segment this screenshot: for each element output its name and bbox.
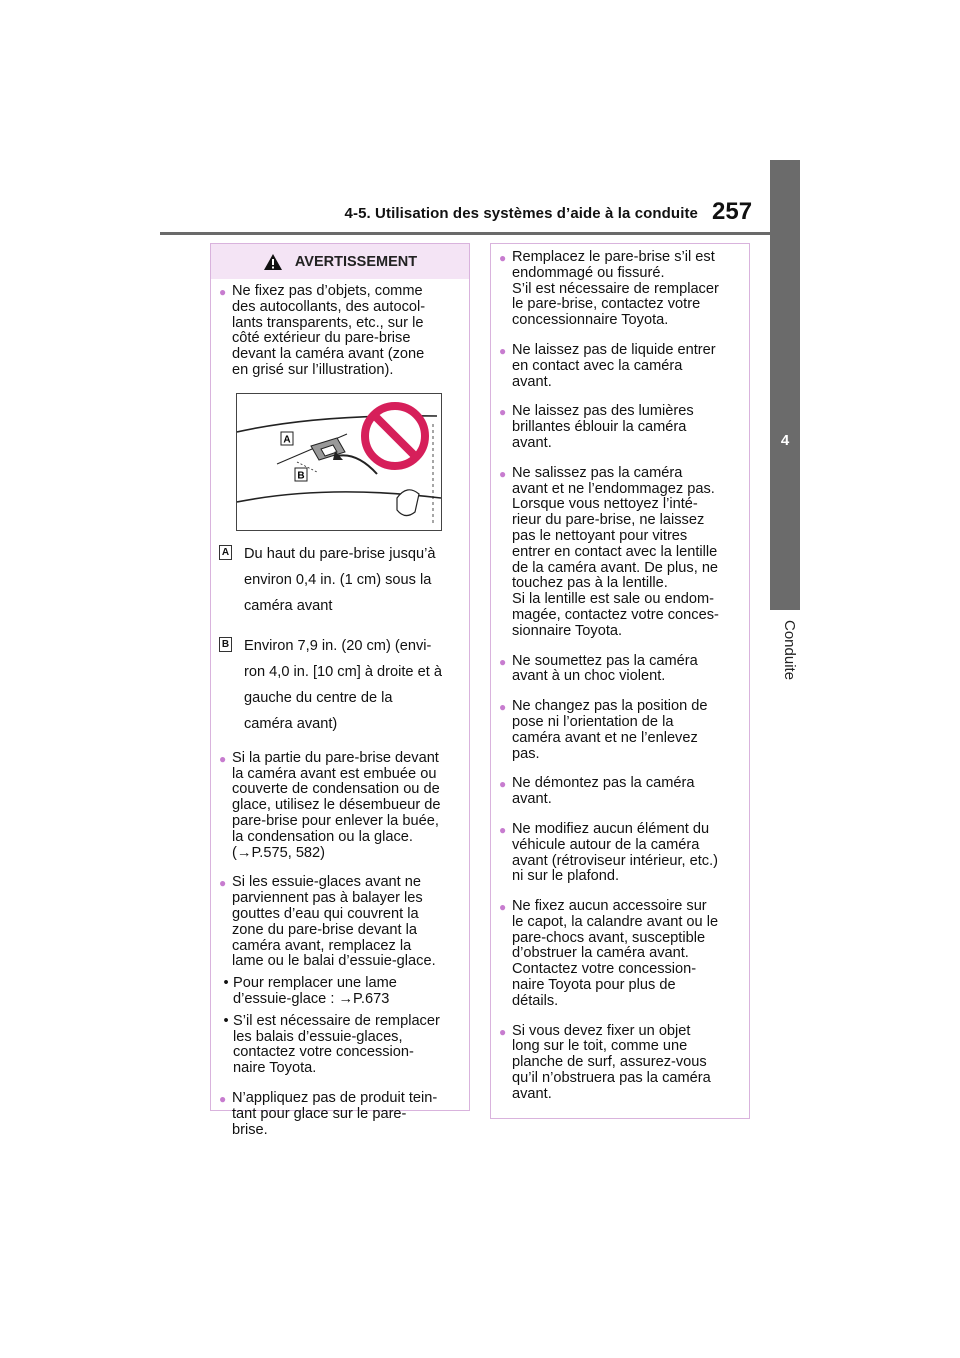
item-text: Ne démontez pas la caméra avant. <box>512 775 695 808</box>
list-item <box>499 250 742 329</box>
list-item <box>499 404 742 451</box>
sub-item-text: Pour remplacer une lame d’essuie-glace : →P.673 <box>233 975 397 1007</box>
chapter-number: 4 <box>780 432 790 449</box>
windshield-camera-illustration <box>236 393 442 531</box>
warning-continuation-box <box>490 243 750 1119</box>
legend-key: A <box>219 545 232 560</box>
callout-a: A <box>283 434 291 446</box>
bullet-icon: ● <box>499 777 507 792</box>
list-item <box>219 1091 462 1138</box>
warning-header <box>211 244 469 279</box>
item-text: Ne modifiez aucun élément du véhicule autour de la caméra avant (rétroviseur intérieur, etc.) ni sur le plafond. <box>512 820 719 885</box>
legend-item-b <box>219 633 462 737</box>
header-divider <box>160 232 800 235</box>
page-number: 257 <box>712 198 753 225</box>
bullet-icon: ● <box>219 876 227 891</box>
item-text: Ne fixez aucun accessoire sur le capot, la calandre avant ou le pare-chocs avant, susceptible d’obstruer la caméra avant. Contactez votre concession- naire Toyota pour plus de détails. <box>512 898 719 1009</box>
bullet-icon: ● <box>219 285 227 299</box>
list-item <box>499 654 742 686</box>
bullet-icon: ● <box>499 822 507 837</box>
item-text: Ne salissez pas la caméra avant et ne l’endommagez pas. Lorsque vous nettoyez l’inté- rieur du pare-brise, ne laissez pas le nettoyant pour vitres entrer en contact avec la lentille de la caméra avant. De plus, ne touchez pas à la lentille. Si la lentille est sale ou endom- magée, contactez votre conces- sionnaire Toyota. <box>512 464 719 639</box>
sub-list-item <box>219 1014 462 1077</box>
bullet-icon: ● <box>499 466 507 481</box>
list-item <box>499 899 742 1010</box>
list-item <box>499 699 742 762</box>
warning-box <box>210 243 470 1138</box>
callout-b: B <box>297 470 305 482</box>
warning-triangle-icon <box>263 253 283 271</box>
item-text: Si les essuie-glaces avant ne parviennent pas à balayer les gouttes d’eau qui couvrent la zone du pare-brise devant la caméra avant, remplacez la lame ou le balai d’essuie-glace. <box>232 874 436 970</box>
legend-item-a <box>219 541 462 619</box>
item-text: Ne laissez pas de liquide entrer en contact avec la caméra avant. <box>512 341 716 390</box>
list-item <box>219 284 462 379</box>
bullet-icon: ● <box>499 405 507 420</box>
section-title: 4-5. Utilisation des systèmes d’aide à la conduite <box>344 205 698 222</box>
legend-text: Environ 7,9 in. (20 cm) (envi- ron 4,0 in. [10 cm] à droite et à gauche du centre de la caméra avant) <box>244 637 442 732</box>
sub-list-item <box>219 976 462 1008</box>
dot-icon: • <box>223 1012 229 1029</box>
item-text: Ne changez pas la position de pose ni l’orientation de la caméra avant et ne l’enlevez pas. <box>512 698 708 762</box>
bullet-icon: ● <box>499 654 507 669</box>
warning-title: AVERTISSEMENT <box>294 253 418 270</box>
item-text: Si la partie du pare-brise devant la caméra avant est embuée ou couverte de condensation ou de glace, utilisez le désembueur de pare-brise pour enlever la buée, la condensation ou la glace. (→P.575, 582) <box>232 749 441 861</box>
dot-icon: • <box>223 975 229 992</box>
item-text: Ne fixez pas d’objets, comme des autocollants, des autocol- lants transparents, etc., sur le côté extérieur du pare-brise devant la caméra avant (zone en grisé sur l’illustration). <box>232 283 426 378</box>
chapter-label: Conduite <box>781 620 798 681</box>
list-item <box>499 1024 742 1103</box>
item-text: Remplacez le pare-brise s’il est endommagé ou fissuré. S’il est nécessaire de remplacer le pare-brise, contactez votre concessionnaire Toyota. <box>512 249 719 329</box>
list-item <box>499 466 742 640</box>
legend-text: Du haut du pare-brise jusqu’à environ 0,4 in. (1 cm) sous la caméra avant <box>244 545 436 614</box>
item-text: Ne soumettez pas la caméra avant à un choc violent. <box>512 652 698 685</box>
bullet-icon: ● <box>499 1024 507 1039</box>
bullet-icon: ● <box>499 900 507 915</box>
bullet-icon: ● <box>499 343 507 358</box>
item-text: N’appliquez pas de produit tein- tant pour glace sur le pare- brise. <box>232 1089 438 1138</box>
list-item <box>219 875 462 970</box>
bullet-icon: ● <box>499 251 507 265</box>
bullet-icon: ● <box>219 751 227 766</box>
list-item <box>499 776 742 808</box>
bullet-icon: ● <box>219 1091 227 1106</box>
sub-item-text: S’il est nécessaire de remplacer les balais d’essuie-glaces, contactez votre concession- naire Toyota. <box>233 1012 440 1077</box>
list-item <box>499 822 742 885</box>
item-text: Si vous devez fixer un objet long sur le toit, comme une planche de surf, assurez-vous qu’il n’obstruera pas la caméra avant. <box>512 1022 711 1102</box>
list-item <box>219 751 462 862</box>
bullet-icon: ● <box>499 700 507 715</box>
legend-key: B <box>219 637 232 652</box>
chapter-tab <box>770 160 800 610</box>
item-text: Ne laissez pas des lumières brillantes éblouir la caméra avant. <box>512 403 694 451</box>
list-item <box>499 343 742 390</box>
